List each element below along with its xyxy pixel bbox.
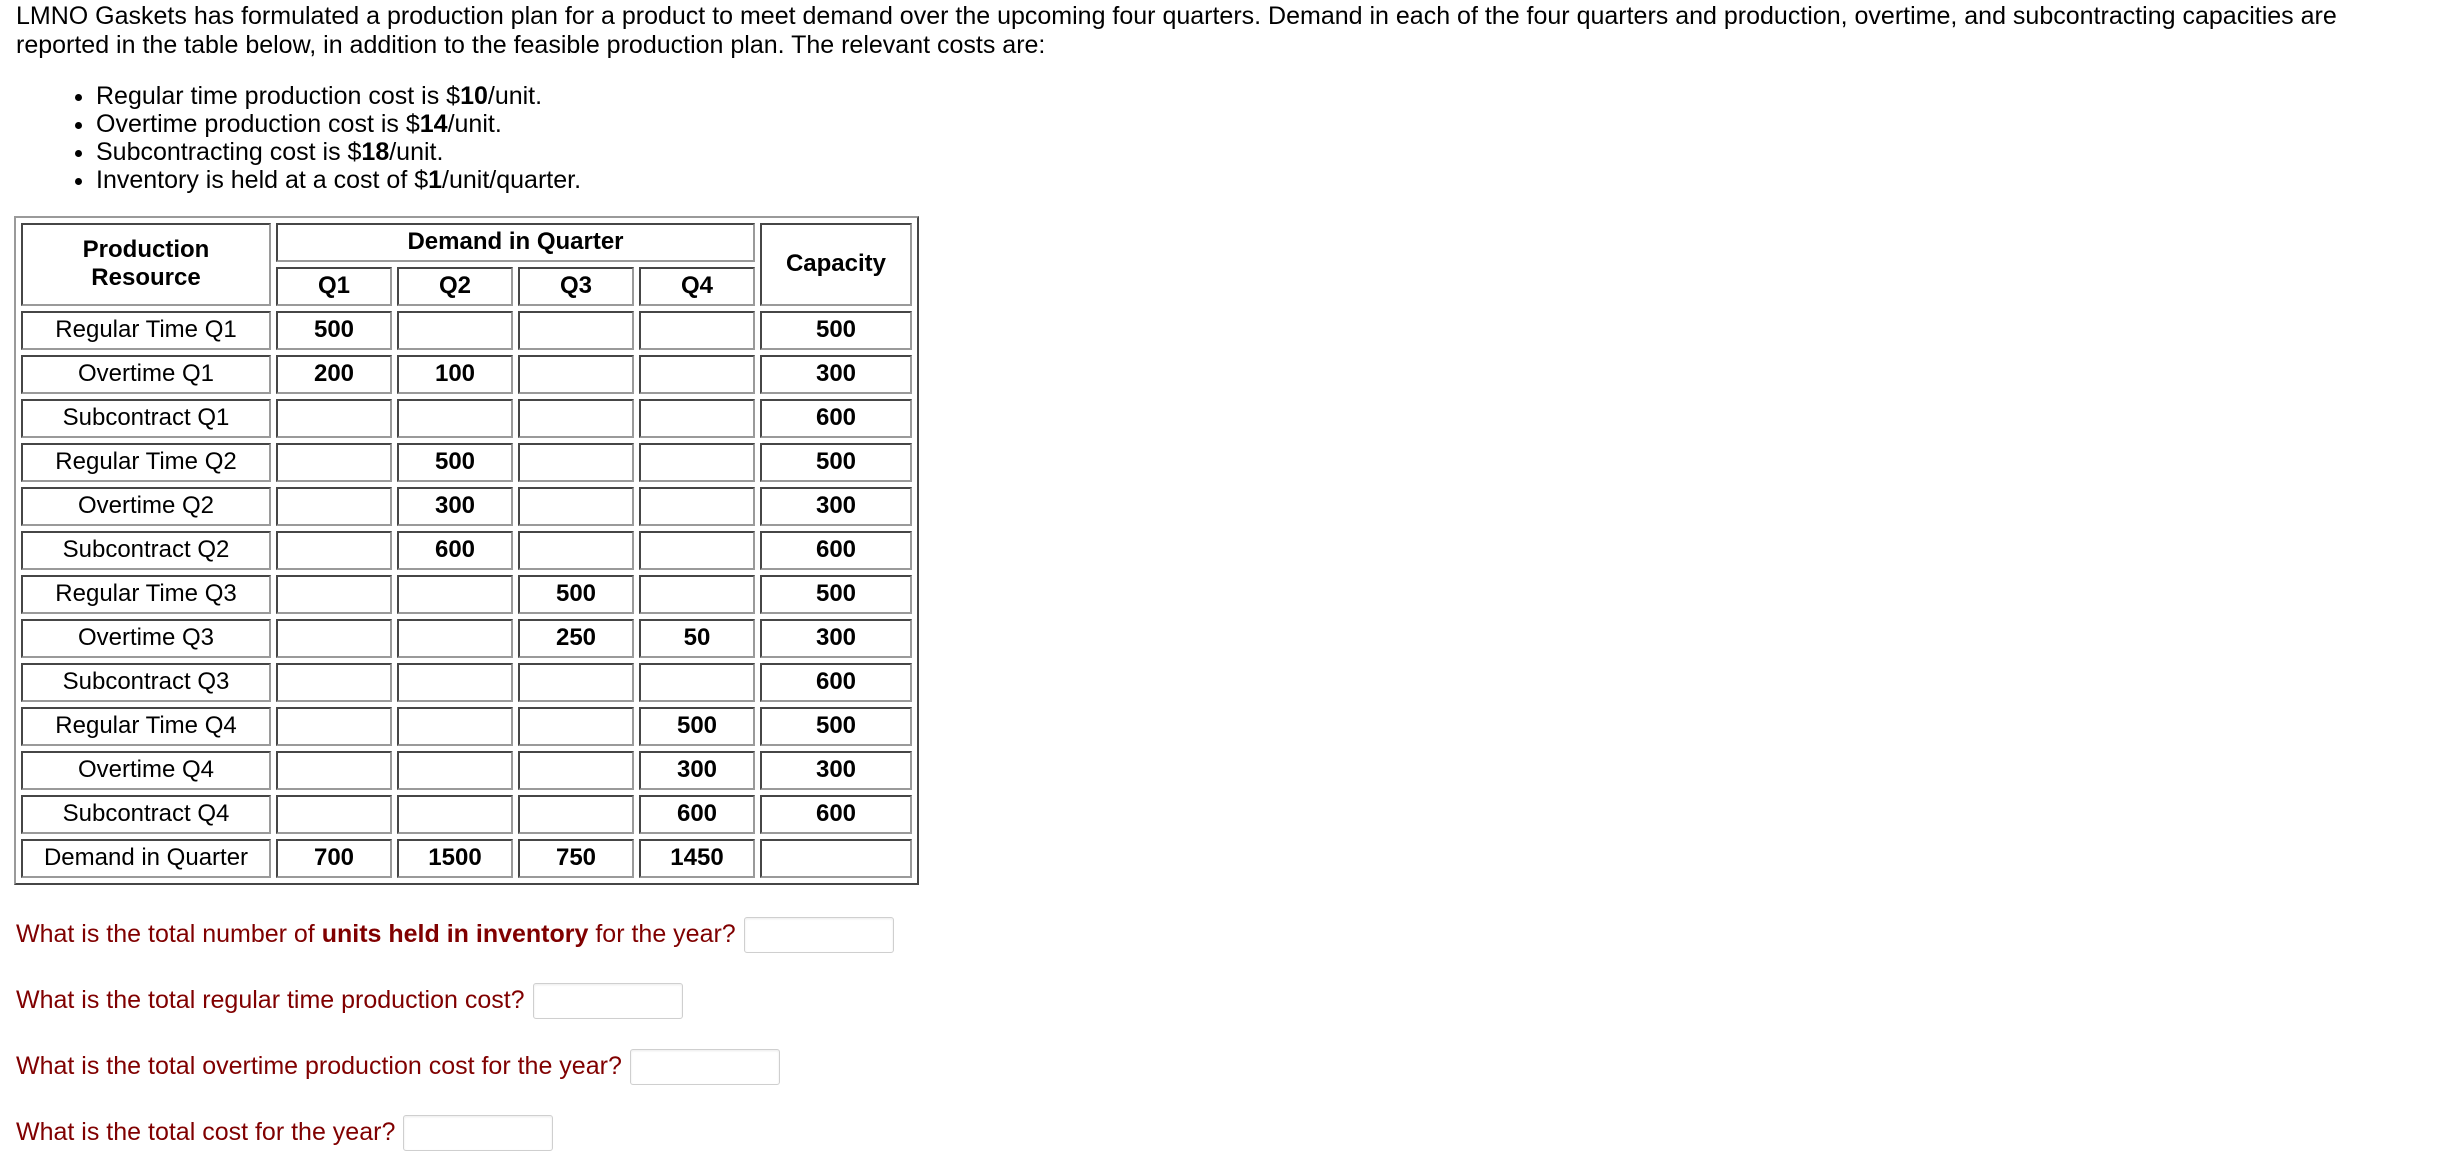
allocation-cell: 300: [639, 751, 755, 790]
allocation-cell: [518, 487, 634, 526]
allocation-cell: [276, 751, 392, 790]
allocation-cell: [639, 575, 755, 614]
allocation-cell: 600: [397, 531, 513, 570]
allocation-cell: [518, 795, 634, 834]
resource-label: Demand in Quarter: [21, 839, 271, 878]
allocation-cell: [276, 663, 392, 702]
table-row: [21, 839, 912, 878]
table-row: [21, 575, 912, 614]
resource-label: Regular Time Q1: [21, 311, 271, 350]
question-overtime-cost: What is the total overtime production cost for the year?: [16, 1047, 2444, 1087]
allocation-cell: 1500: [397, 839, 513, 878]
allocation-cell: [397, 619, 513, 658]
capacity-cell: 300: [760, 619, 912, 658]
allocation-cell: 500: [518, 575, 634, 614]
allocation-cell: [276, 487, 392, 526]
question-total-cost: What is the total cost for the year?: [16, 1113, 2444, 1153]
table-row: [21, 355, 912, 394]
capacity-cell: 500: [760, 707, 912, 746]
resource-label: Subcontract Q1: [21, 399, 271, 438]
capacity-cell: 600: [760, 663, 912, 702]
capacity-cell: 600: [760, 795, 912, 834]
allocation-cell: [397, 399, 513, 438]
table-row: [21, 443, 912, 482]
allocation-cell: 200: [276, 355, 392, 394]
allocation-cell: 700: [276, 839, 392, 878]
allocation-cell: [276, 707, 392, 746]
cost-item: • Overtime production cost is $14/unit.: [96, 110, 2444, 138]
allocation-cell: [639, 311, 755, 350]
inventory-answer-input[interactable]: [744, 917, 894, 953]
table-row: [21, 663, 912, 702]
capacity-cell: 300: [760, 487, 912, 526]
resource-label: Regular Time Q4: [21, 707, 271, 746]
questions: [16, 915, 2444, 1153]
allocation-cell: [276, 619, 392, 658]
allocation-cell: [518, 531, 634, 570]
table-row: [21, 399, 912, 438]
allocation-cell: [276, 795, 392, 834]
allocation-cell: [518, 355, 634, 394]
allocation-cell: 50: [639, 619, 755, 658]
table-row: [21, 707, 912, 746]
allocation-cell: [397, 663, 513, 702]
resource-label: Overtime Q2: [21, 487, 271, 526]
allocation-cell: [276, 443, 392, 482]
intro-paragraph: LMNO Gaskets has formulated a production plan for a product to meet demand over the upcoming four quarters. Demand in each of the four quarters and production, overtime, and subcontracting capacities are reported in the table below, in addition to the feasible production plan. The relevant costs are:: [16, 2, 2337, 59]
header-quarter: Q4: [639, 267, 755, 306]
allocation-cell: [276, 575, 392, 614]
allocation-cell: [397, 707, 513, 746]
allocation-cell: 300: [397, 487, 513, 526]
resource-label: Overtime Q1: [21, 355, 271, 394]
capacity-cell: 300: [760, 355, 912, 394]
allocation-cell: [639, 663, 755, 702]
table-row: [21, 619, 912, 658]
allocation-cell: 1450: [639, 839, 755, 878]
question-regular-time-cost: What is the total regular time production cost?: [16, 981, 2444, 1021]
capacity-cell: 600: [760, 531, 912, 570]
table-row: [21, 531, 912, 570]
resource-label: Regular Time Q3: [21, 575, 271, 614]
cost-list: [16, 82, 2444, 194]
allocation-cell: [639, 487, 755, 526]
allocation-cell: [639, 355, 755, 394]
table-row: [21, 751, 912, 790]
allocation-cell: 250: [518, 619, 634, 658]
allocation-cell: [397, 795, 513, 834]
resource-label: Subcontract Q4: [21, 795, 271, 834]
total-cost-answer-input[interactable]: [403, 1115, 553, 1151]
table-row: [21, 487, 912, 526]
cost-item: • Regular time production cost is $10/unit.: [96, 82, 2444, 110]
header-quarter: Q3: [518, 267, 634, 306]
regular-time-cost-answer-input[interactable]: [533, 983, 683, 1019]
allocation-cell: [518, 399, 634, 438]
allocation-cell: [518, 311, 634, 350]
allocation-cell: [397, 751, 513, 790]
capacity-cell: 500: [760, 311, 912, 350]
allocation-cell: [518, 663, 634, 702]
header-capacity: Capacity: [760, 223, 912, 306]
allocation-cell: 500: [276, 311, 392, 350]
allocation-cell: [518, 443, 634, 482]
resource-label: Subcontract Q2: [21, 531, 271, 570]
header-demand-in-quarter: Demand in Quarter: [276, 223, 755, 262]
allocation-cell: 750: [518, 839, 634, 878]
table-row: [21, 311, 912, 350]
allocation-cell: [276, 531, 392, 570]
question-inventory: What is the total number of units held in inventory for the year?: [16, 915, 2444, 955]
allocation-cell: [276, 399, 392, 438]
cost-item: • Subcontracting cost is $18/unit.: [96, 138, 2444, 166]
allocation-cell: [639, 531, 755, 570]
header-production-resource: Production Resource: [21, 223, 271, 306]
allocation-cell: [639, 443, 755, 482]
allocation-cell: [518, 707, 634, 746]
allocation-cell: 500: [639, 707, 755, 746]
capacity-cell: 300: [760, 751, 912, 790]
allocation-cell: 600: [639, 795, 755, 834]
resource-label: Subcontract Q3: [21, 663, 271, 702]
allocation-cell: 100: [397, 355, 513, 394]
capacity-cell: 600: [760, 399, 912, 438]
overtime-cost-answer-input[interactable]: [630, 1049, 780, 1085]
header-quarter: Q1: [276, 267, 392, 306]
resource-label: Overtime Q3: [21, 619, 271, 658]
capacity-cell: 500: [760, 443, 912, 482]
capacity-cell: 500: [760, 575, 912, 614]
table-row: [21, 795, 912, 834]
allocation-cell: [639, 399, 755, 438]
resource-label: Overtime Q4: [21, 751, 271, 790]
capacity-cell: [760, 839, 912, 878]
allocation-cell: 500: [397, 443, 513, 482]
production-plan-table: [14, 216, 919, 885]
allocation-cell: [397, 311, 513, 350]
table-header-row: [21, 223, 912, 262]
header-quarter: Q2: [397, 267, 513, 306]
cost-item: • Inventory is held at a cost of $1/unit/quarter.: [96, 166, 2444, 194]
allocation-cell: [518, 751, 634, 790]
resource-label: Regular Time Q2: [21, 443, 271, 482]
allocation-cell: [397, 575, 513, 614]
